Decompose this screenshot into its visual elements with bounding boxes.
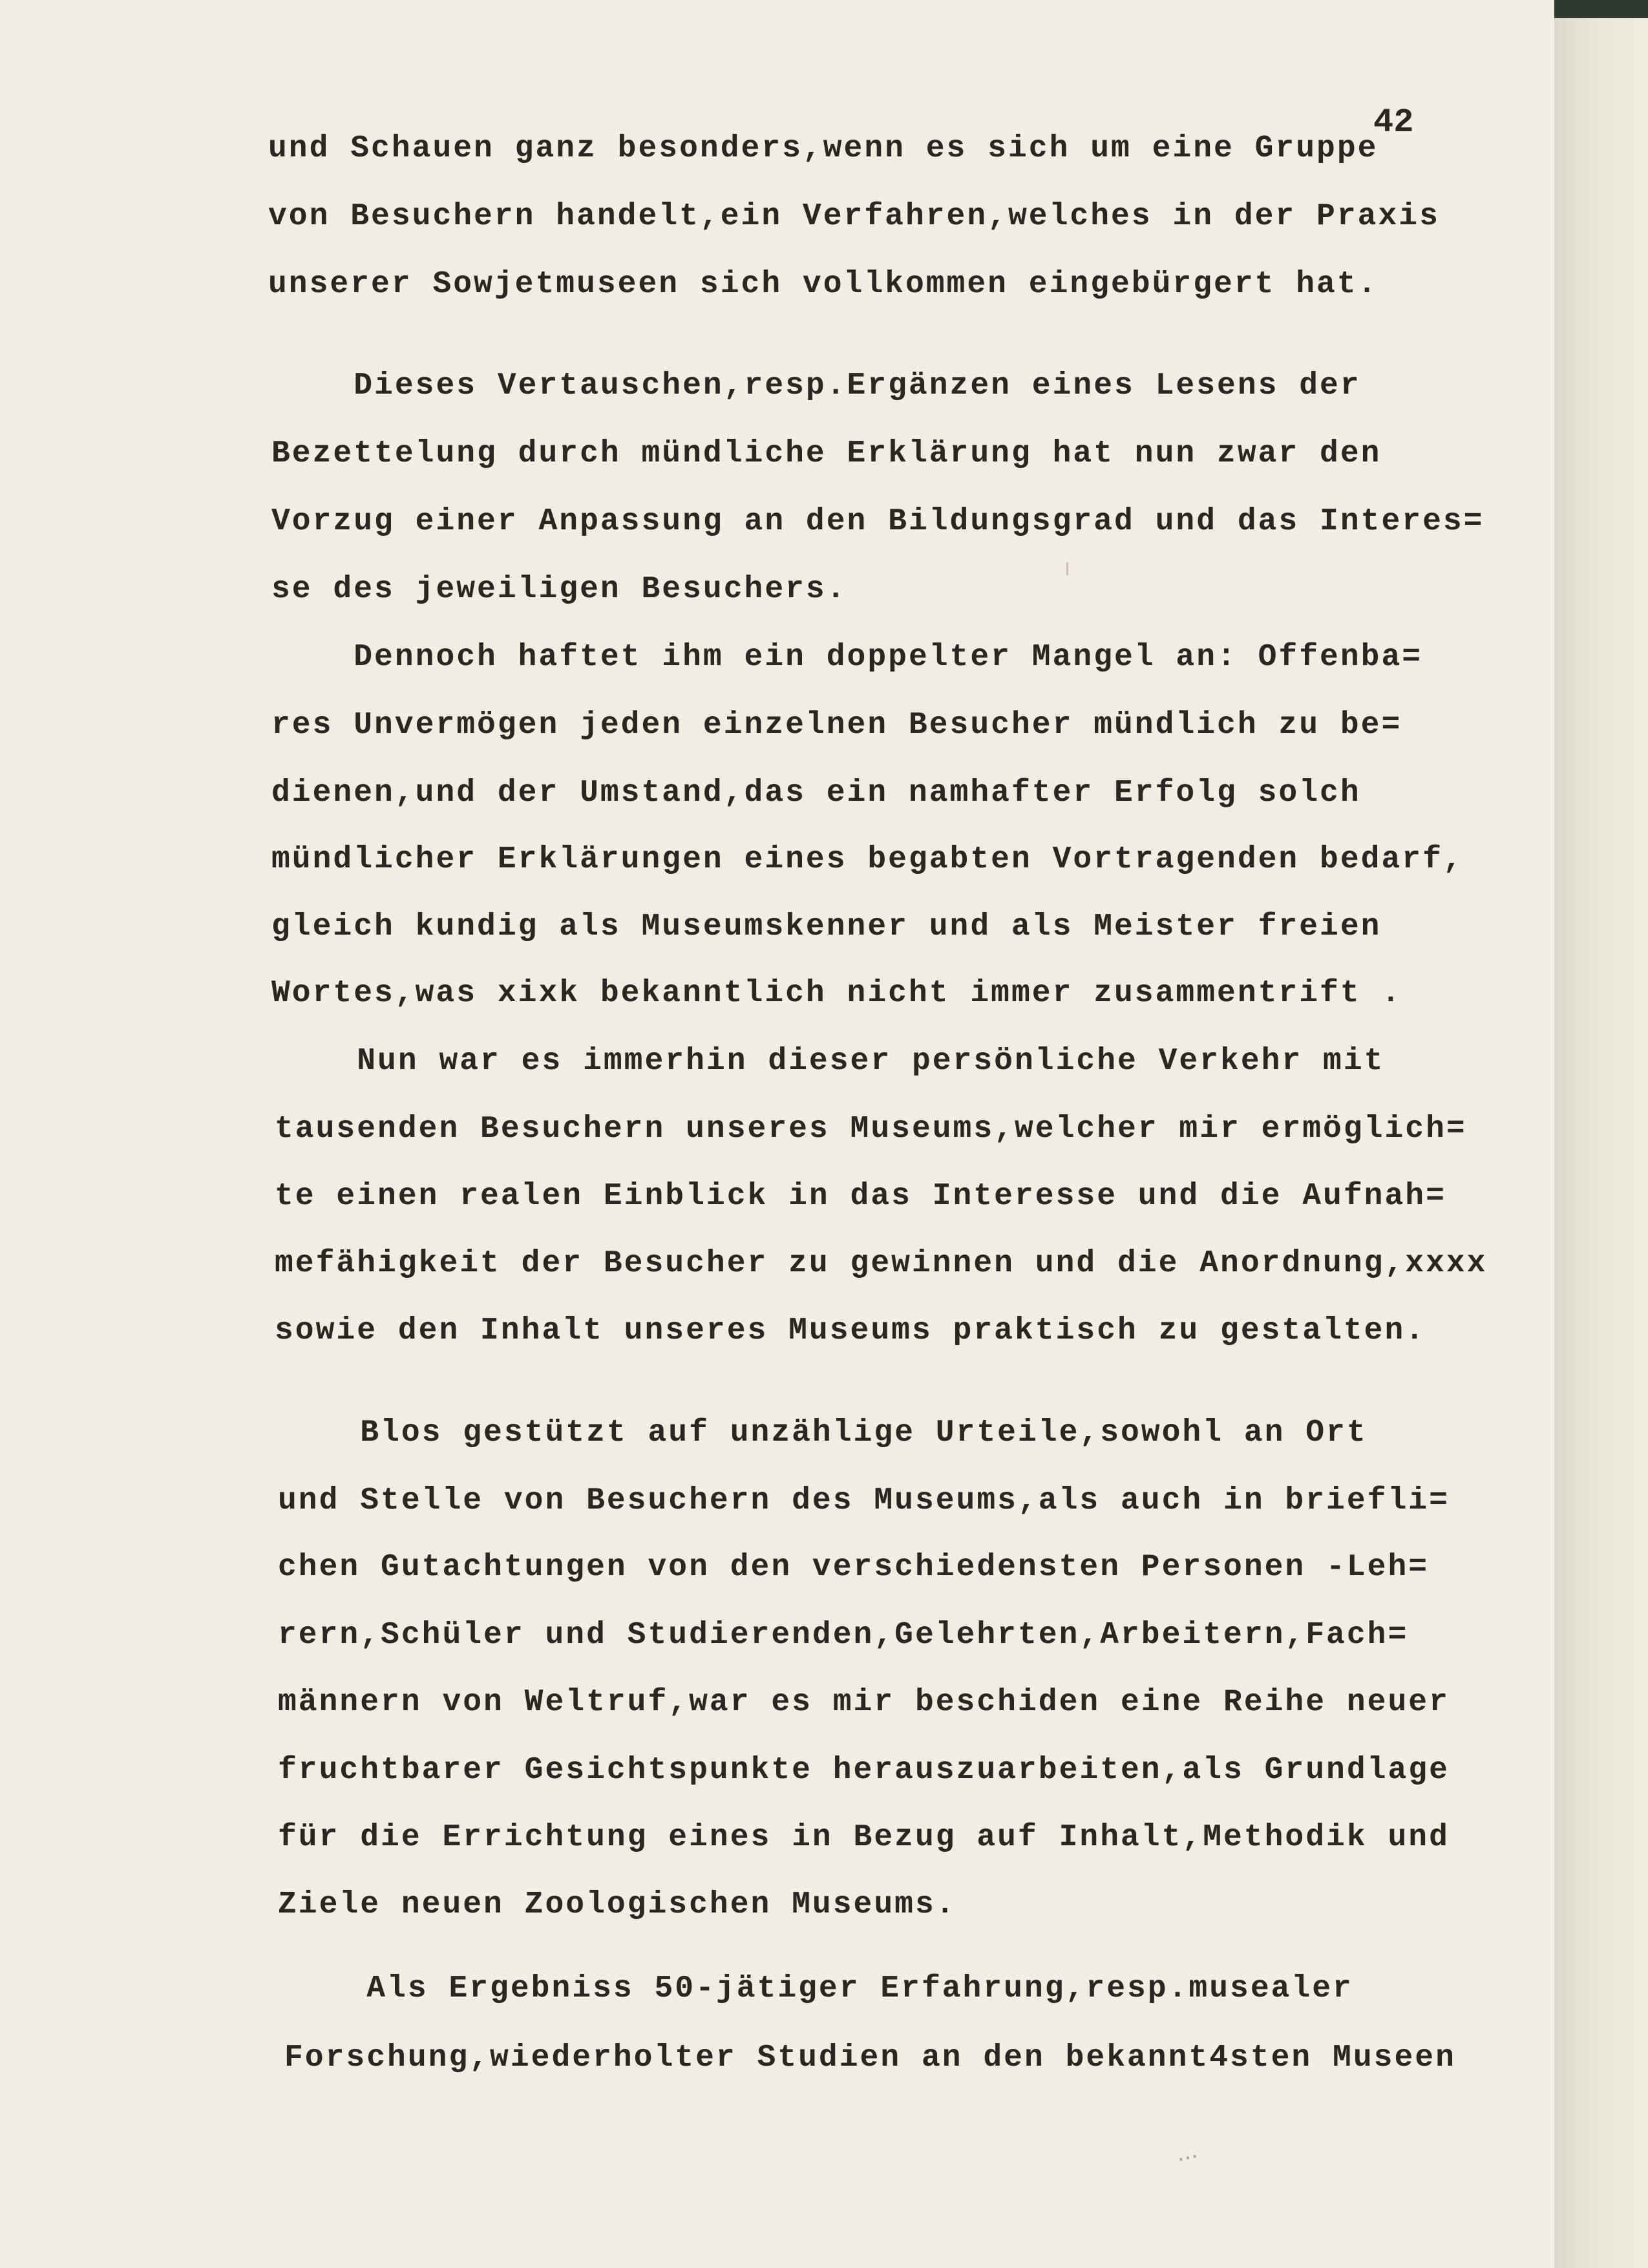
paper-mark	[1066, 562, 1068, 575]
pencil-annotation: ...	[1174, 2137, 1200, 2167]
text-line: Wortes,was xixk bekanntlich nicht immer zusammentrift .	[271, 976, 1402, 1011]
text-line: gleich kundig als Museumskenner und als Meister freien	[271, 909, 1382, 944]
text-line: rern,Schüler und Studierenden,Gelehrten,Arbeitern,Fach=	[278, 1618, 1409, 1653]
page-number: 42	[1373, 103, 1414, 142]
text-line: unserer Sowjetmuseen sich vollkommen eingebürgert hat.	[268, 267, 1379, 302]
text-line: Dennoch haftet ihm ein doppelter Mangel an: Offenba=	[271, 640, 1423, 675]
text-line: se des jeweiligen Besuchers.	[271, 572, 847, 607]
text-line: für die Errichtung eines in Bezug auf Inhalt,Methodik und	[278, 1820, 1450, 1855]
text-line: Forschung,wiederholter Studien an den bekannt4sten Museen	[284, 2040, 1456, 2075]
text-line: tausenden Besuchern unseres Museums,welcher mir ermöglich=	[275, 1112, 1467, 1147]
text-line: Nun war es immerhin dieser persönliche Verkehr mit	[275, 1044, 1385, 1079]
text-line: Blos gestützt auf unzählige Urteile,sowohl an Ort	[278, 1415, 1368, 1450]
text-line: Bezettelung durch mündliche Erklärung hat nun zwar den	[271, 436, 1382, 471]
text-line: dienen,und der Umstand,das ein namhafter Erfolg solch	[271, 776, 1361, 811]
text-line: te einen realen Einblick in das Interesse und die Aufnah=	[275, 1179, 1446, 1214]
adjacent-page-edge	[1554, 0, 1648, 2268]
text-line: mündlicher Erklärungen eines begabten Vortragenden bedarf,	[271, 842, 1464, 877]
text-line: chen Gutachtungen von den verschiedensten Personen -Leh=	[278, 1550, 1430, 1585]
text-line: res Unvermögen jeden einzelnen Besucher mündlich zu be=	[271, 708, 1402, 743]
text-line: Vorzug einer Anpassung an den Bildungsgrad und das Interes=	[271, 504, 1484, 539]
text-line: von Besuchern handelt,ein Verfahren,welches in der Praxis	[268, 199, 1440, 234]
text-line: und Schauen ganz besonders,wenn es sich um eine Gruppe	[268, 131, 1379, 166]
text-line: fruchtbarer Gesichtspunkte herauszuarbeiten,als Grundlage	[278, 1753, 1450, 1788]
text-line: Als Ergebniss 50-jätiger Erfahrung,resp.musealer	[284, 1971, 1353, 2006]
text-line: Ziele neuen Zoologischen Museums.	[278, 1887, 956, 1922]
text-line: sowie den Inhalt unseres Museums praktisch zu gestalten.	[275, 1313, 1426, 1348]
text-line: männern von Weltruf,war es mir beschiden eine Reihe neuer	[278, 1685, 1450, 1720]
text-line: und Stelle von Besuchern des Museums,als auch in briefli=	[278, 1483, 1450, 1518]
text-line: Dieses Vertauschen,resp.Ergänzen eines Lesens der	[271, 368, 1361, 403]
binding-corner	[1554, 0, 1648, 18]
text-line: mefähigkeit der Besucher zu gewinnen und die Anordnung,xxxx	[275, 1246, 1488, 1281]
